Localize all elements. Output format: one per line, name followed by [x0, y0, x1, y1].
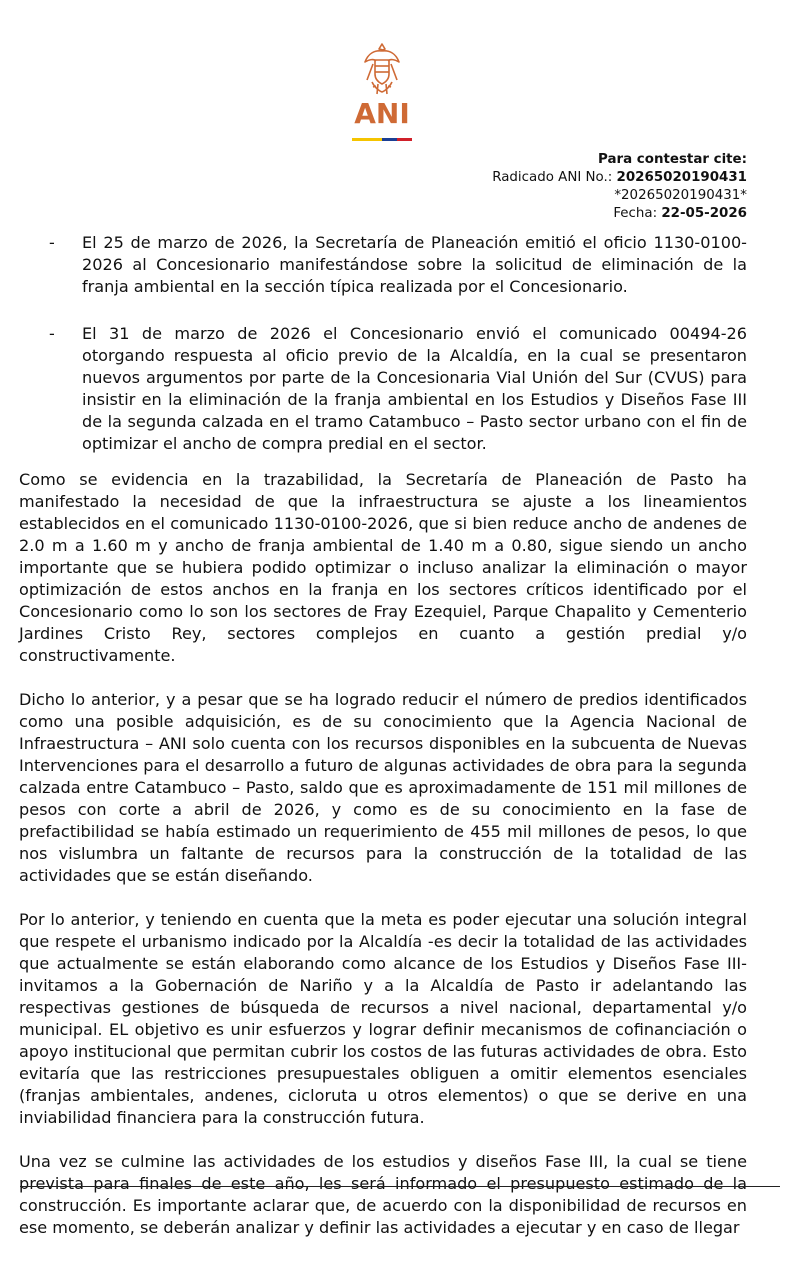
radicado-line [492, 169, 747, 187]
barcode-text: *20265020190431* [614, 188, 747, 203]
paragraph: Como se evidencia en la trazabilidad, la Secretaría de Planeación de Pasto ha manifestado la necesidad de que la infraestructura se ajuste a los lineamientos establecidos en el comunicado 1130-0100-2026, que si bien reduce ancho de andenes de 2.0 m a 1.60 m y ancho de franja ambiental de 1.40 m a 0.80, sigue siendo un ancho importante que se hubiera podido optimizar o incluso analizar la eliminación o mayor optimización de estos anchos en la franja en los sectores críticos identificado por el Concesionario como lo son los sectores de Fray Ezequiel, Parque Chapalito y Cementerio Jardines Cristo Rey, sectores complejos en cuanto a gestión predial y/o constructivamente. [19, 470, 747, 665]
radicado-label: Radicado ANI No.: [492, 170, 617, 185]
cite-instruction: Para contestar cite: [598, 152, 747, 167]
letter-body [19, 232, 747, 1261]
bullet-text: El 31 de marzo de 2026 el Concesionario envió el comunicado 00494-26 otorgando respuesta al oficio previo de la Alcaldía, en la cual se presentaron nuevos argumentos por parte de la Concesionaria Vial Unión del Sur (CVUS) para insistir en la eliminación de la franja ambiental en los Estudios y Diseños Fase III de la segunda calzada en el tramo Catambuco – Pasto sector urbano con el fin de optimizar el ancho de compra predial en el sector. [82, 324, 747, 453]
bullet-text: El 25 de marzo de 2026, la Secretaría de Planeación emitió el oficio 1130-0100-2026 al Concesionario manifestándose sobre la solicitud de eliminación de la franja ambiental en la sección típica realizada por el Concesionario. [82, 233, 747, 296]
radicado-number: 20265020190431 [616, 170, 747, 185]
footer-divider [20, 1186, 780, 1187]
paragraph: Dicho lo anterior, y a pesar que se ha logrado reducir el número de predios identificados como una posible adquisición, es de su conocimiento que la Agencia Nacional de Infraestructura – ANI solo cuenta con los recursos disponibles en la subcuenta de Nuevas Intervenciones para el desarrollo a futuro de algunas actividades de obra para la segunda calzada entre Catambuco – Pasto, saldo que es aproximadamente de 151 mil millones de pesos con corte a abril de 2026, y como es de su conocimiento en la fase de prefactibilidad se había estimado un requerimiento de 455 mil millones de pesos, lo que nos vislumbra un faltante de recursos para la construcción de la totalidad de las actividades que se están diseñando. [19, 690, 747, 885]
bullet-item [19, 232, 747, 298]
fecha-value: 22-05-2026 [661, 206, 747, 221]
coat-of-arms-icon [362, 42, 402, 100]
citation-block [492, 151, 747, 223]
bullet-item [19, 323, 747, 455]
bullet-dash: - [49, 233, 55, 252]
paragraph: Por lo anterior, y teniendo en cuenta que la meta es poder ejecutar una solución integral que respete el urbanismo indicado por la Alcaldía -es decir la totalidad de las actividades que actualmente se están elaborando como alcance de los Estudios y Diseños Fase III- invitamos a la Gobernación de Nariño y a la Alcaldía de Pasto ir adelantando las respectivas gestiones de búsqueda de recursos a nivel nacional, departamental y/o municipal. EL objetivo es unir esfuerzos y lograr definir mecanismos de cofinanciación o apoyo institucional que permitan cubrir los costos de las futuras actividades de obra. Esto evitaría que las restricciones presupuestales obliguen a omitir elementos esenciales (franjas ambientales, andenes, cicloruta u otros elementos) o que se derive en una inviabilidad financiera para la construcción futura. [19, 910, 747, 1127]
ani-logo-text: ANI [354, 97, 410, 130]
ani-logo [346, 42, 418, 141]
fecha-label: Fecha: [613, 206, 662, 221]
bullet-dash: - [49, 324, 55, 343]
colombia-flag-stripe [352, 138, 412, 141]
fecha-line [492, 205, 747, 223]
paragraph: Una vez se culmine las actividades de los estudios y diseños Fase III, la cual se tiene prevista para finales de este año, les será informado el presupuesto estimado de la construcción. Es importante aclarar que, de acuerdo con la disponibilidad de recursos en ese momento, se deberán analizar y definir las actividades a ejecutar y en caso de llegar [19, 1152, 747, 1237]
